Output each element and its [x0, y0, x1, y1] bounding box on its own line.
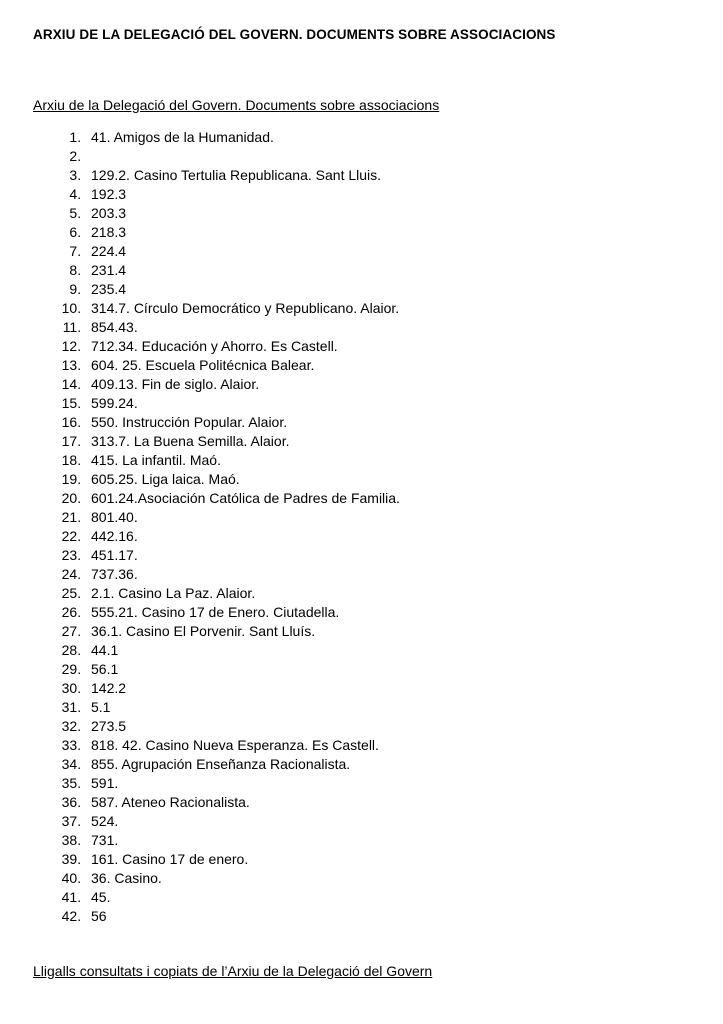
list-item: [85, 793, 683, 812]
list-item-text: 44.1: [91, 641, 119, 658]
list-item-text: 314.7. Círculo Democrático y Republicano. Alaior.: [91, 299, 400, 316]
list-item-text: 555.21. Casino 17 de Enero. Ciutadella.: [91, 603, 340, 620]
list-item: [85, 299, 683, 318]
list-item: [85, 527, 683, 546]
list-item: [85, 850, 683, 869]
list-item: [85, 641, 683, 660]
section-heading: Arxiu de la Delegació del Govern. Documents sobre associacions: [33, 96, 440, 113]
list-item: [85, 166, 683, 185]
list-item-text: 129.2. Casino Tertulia Republicana. Sant Lluis.: [91, 166, 382, 183]
list-item: [85, 888, 683, 907]
list-item-text: 737.36.: [91, 565, 138, 582]
list-item-text: 235.4: [91, 280, 127, 297]
list-item-text: 855. Agrupación Enseñanza Racionalista.: [91, 755, 351, 772]
list-item-text: 409.13. Fin de siglo. Alaior.: [91, 375, 260, 392]
list-item-text: 36. Casino.: [91, 869, 162, 886]
list-item: [85, 204, 683, 223]
list-item-text: 451.17.: [91, 546, 138, 563]
list-item-text: 36.1. Casino El Porvenir. Sant Lluís.: [91, 622, 316, 639]
list-item: [85, 185, 683, 204]
list-item: [85, 147, 683, 166]
footer-note: Lligalls consultats i copiats de l’Arxiu de la Delegació del Govern: [33, 962, 433, 979]
list-item-text: 142.2: [91, 679, 127, 696]
list-item: [85, 128, 683, 147]
list-item-text: 203.3: [91, 204, 127, 221]
list-item: [85, 907, 683, 926]
list-item: [85, 375, 683, 394]
list-item-text: 524.: [91, 812, 119, 829]
list-item: [85, 546, 683, 565]
list-item: [85, 755, 683, 774]
list-item-text: 605.25. Liga laica. Maó.: [91, 470, 240, 487]
list-item: [85, 698, 683, 717]
list-item: [85, 565, 683, 584]
list-item-text: 45.: [91, 888, 111, 905]
list-item: [85, 660, 683, 679]
list-item: [85, 831, 683, 850]
list-item: [85, 622, 683, 641]
list-item: [85, 470, 683, 489]
list-item-text: 731.: [91, 831, 119, 848]
list-item-text: 442.16.: [91, 527, 138, 544]
list-item-text: 56: [91, 907, 107, 924]
list-item-text: 273.5: [91, 717, 127, 734]
list-item-text: 604. 25. Escuela Politécnica Balear.: [91, 356, 315, 373]
list-item: [85, 318, 683, 337]
list-item-text: 56.1: [91, 660, 119, 677]
list-item-text: 801.40.: [91, 508, 138, 525]
list-item: [85, 717, 683, 736]
list-item-text: 161. Casino 17 de enero.: [91, 850, 249, 867]
list-item: [85, 603, 683, 622]
list-item-text: 601.24.Asociación Católica de Padres de Familia.: [91, 489, 400, 506]
list-item: [85, 356, 683, 375]
page-title: ARXIU DE LA DELEGACIÓ DEL GOVERN. DOCUMENTS SOBRE ASSOCIACIONS: [33, 27, 556, 42]
associations-list: [33, 128, 683, 926]
list-item: [85, 280, 683, 299]
list-item-text: 415. La infantil. Maó.: [91, 451, 221, 468]
list-item: [85, 337, 683, 356]
list-item: [85, 451, 683, 470]
list-item-text: 41. Amigos de la Humanidad.: [91, 128, 274, 145]
list-item: [85, 242, 683, 261]
list-item-text: 231.4: [91, 261, 127, 278]
list-item-text: 587. Ateneo Racionalista.: [91, 793, 250, 810]
list-item: [85, 223, 683, 242]
list-item: [85, 812, 683, 831]
list-item-text: 599.24.: [91, 394, 138, 411]
list-item: [85, 432, 683, 451]
list-item: [85, 774, 683, 793]
list-item-text: 550. Instrucción Popular. Alaior.: [91, 413, 288, 430]
list-item-text: 218.3: [91, 223, 127, 240]
list-item: [85, 394, 683, 413]
list-item: [85, 584, 683, 603]
list-item-text: 712.34. Educación y Ahorro. Es Castell.: [91, 337, 338, 354]
list-item-text: 5.1: [91, 698, 111, 715]
list-item: [85, 261, 683, 280]
list-item-text: 854.43.: [91, 318, 138, 335]
list-item-text: 818. 42. Casino Nueva Esperanza. Es Castell.: [91, 736, 379, 753]
list-item-text: 591.: [91, 774, 119, 791]
list-item-text: 192.3: [91, 185, 127, 202]
list-item-text: 313.7. La Buena Semilla. Alaior.: [91, 432, 290, 449]
list-item: [85, 736, 683, 755]
list-item: [85, 489, 683, 508]
list-item: [85, 679, 683, 698]
list-item: [85, 508, 683, 527]
list-item-text: 2.1. Casino La Paz. Alaior.: [91, 584, 256, 601]
list-item: [85, 869, 683, 888]
list-item-text: 224.4: [91, 242, 127, 259]
list-item: [85, 413, 683, 432]
